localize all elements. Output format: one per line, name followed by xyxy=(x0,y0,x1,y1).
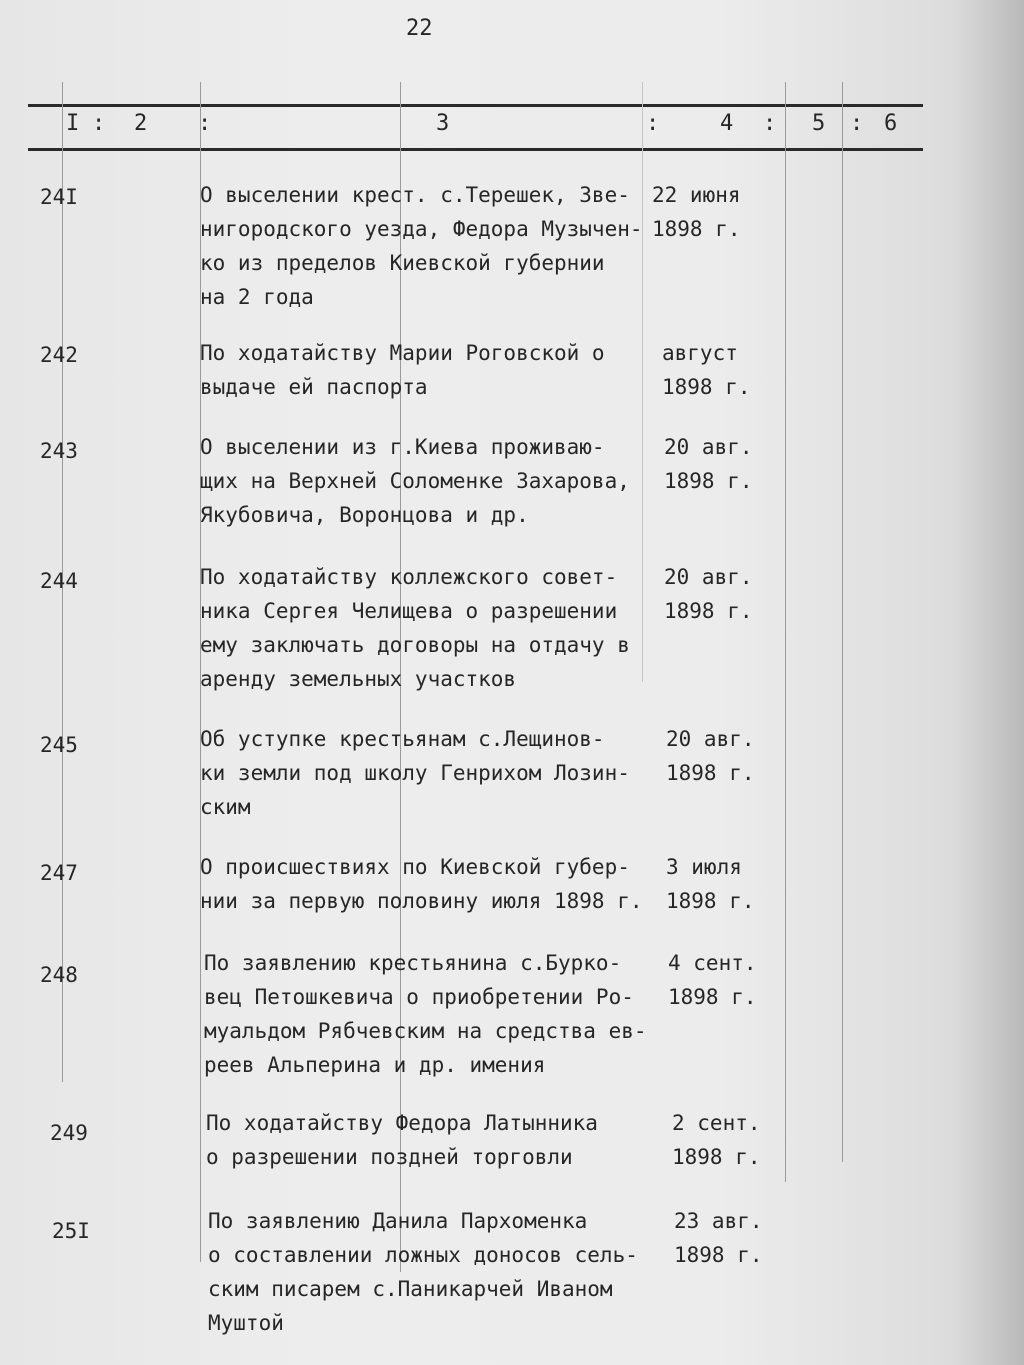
entry-number: 24I xyxy=(40,185,78,209)
entry-title: По ходатайству Марии Роговской о выдаче ей паспорта xyxy=(200,341,605,399)
entry-date: 22 июня 1898 г. xyxy=(652,183,741,241)
entry-number: 247 xyxy=(40,861,78,885)
entry-number: 244 xyxy=(40,569,78,593)
entry-number: 25I xyxy=(52,1219,90,1243)
entry-date: 4 сент. 1898 г. xyxy=(668,951,757,1009)
table-header xyxy=(0,111,1024,143)
entry-title: О выселении крест. с.Терешек, Зве- нигородского уезда, Федора Музычен- ко из пределов Киевской губернии на 2 года xyxy=(200,183,643,309)
header-col-3: 3 xyxy=(436,111,450,136)
header-col-2: 2 xyxy=(134,111,148,136)
entry-date: 23 авг. 1898 г. xyxy=(674,1209,763,1267)
entry-date: 20 авг. 1898 г. xyxy=(664,565,753,623)
entry-number: 242 xyxy=(40,343,78,367)
entry-title: О выселении из г.Киева проживаю- щих на Верхней Соломенке Захарова, Якубовича, Воронцова и др. xyxy=(200,435,630,527)
header-sep: : xyxy=(763,111,777,136)
entry-date: 3 июля 1898 г. xyxy=(666,855,755,913)
entry-date: август 1898 г. xyxy=(662,341,751,399)
column-divider xyxy=(842,82,843,1162)
page-number: 22 xyxy=(406,16,433,41)
entry-date: 20 авг. 1898 г. xyxy=(664,435,753,493)
entry-title: По ходатайству коллежского совет- ника Сергея Челищева о разрешении ему заключать договоры на отдачу в аренду земельных участков xyxy=(200,565,630,691)
header-top-rule xyxy=(28,104,923,107)
header-sep: : xyxy=(92,111,106,136)
header-col-5: 5 xyxy=(812,111,826,136)
entry-number: 249 xyxy=(50,1121,88,1145)
entry-date: 2 сент. 1898 г. xyxy=(672,1111,761,1169)
header-bottom-rule xyxy=(28,148,923,151)
header-sep: : xyxy=(850,111,864,136)
entry-title: По ходатайству Федора Латынника о разрешении поздней торговли xyxy=(206,1111,598,1169)
header-col-4: 4 xyxy=(720,111,734,136)
entry-number: 243 xyxy=(40,439,78,463)
entry-title: По заявлению крестьянина с.Бурко- вец Петошкевича о приобретении Ро- муальдом Рябчевским на средства ев- реев Альперина и др. имения xyxy=(204,951,647,1077)
entry-number: 245 xyxy=(40,733,78,757)
header-col-1: I xyxy=(66,111,80,136)
entry-title: Об уступке крестьянам с.Лещинов- ки земли под школу Генрихом Лозин- ским xyxy=(200,727,630,819)
entry-title: По заявлению Данила Пархоменка о составлении ложных доносов сель- ским писарем с.Паникарчей Иваном Муштой xyxy=(208,1209,638,1335)
header-sep: : xyxy=(646,111,660,136)
entry-date: 20 авг. 1898 г. xyxy=(666,727,755,785)
entry-number: 248 xyxy=(40,963,78,987)
column-divider xyxy=(785,82,786,1182)
header-sep: : xyxy=(198,111,212,136)
entry-title: О происшествиях по Киевской губер- нии за первую половину июля 1898 г. xyxy=(200,855,643,913)
header-col-6: 6 xyxy=(884,111,898,136)
